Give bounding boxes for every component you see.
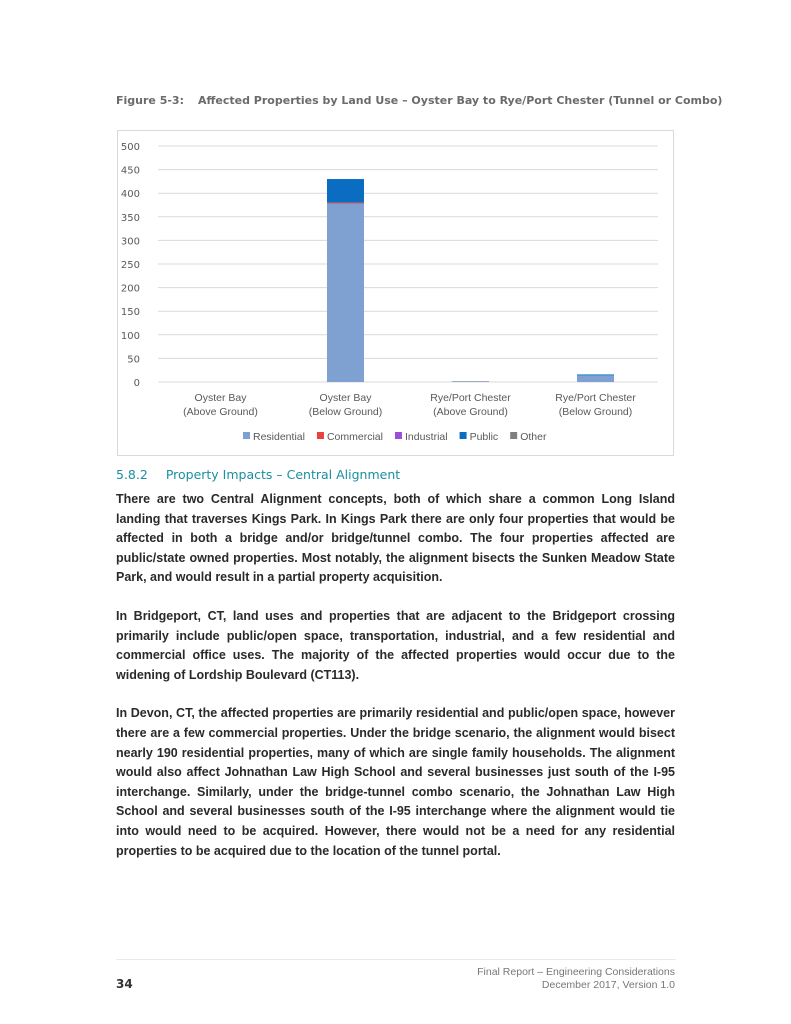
bar-segment-residential [327,204,364,382]
bar-segment-public [577,374,614,375]
x-tick-label: Rye/Port Chester [555,392,636,404]
legend-swatch-commercial [317,432,324,439]
legend-label: Residential [253,431,305,443]
bar-segment-public [327,179,364,203]
bar-segment-residential [577,375,614,382]
legend-label: Other [520,431,547,443]
x-tick-label: (Below Ground) [308,406,383,418]
x-tick-label: (Above Ground) [183,406,258,418]
bar-segment-commercial [327,203,364,204]
y-tick-label: 200 [120,283,140,295]
date-version: December 2017, Version 1.0 [541,979,675,991]
legend-swatch-residential [243,432,250,439]
section-number: 5.8.2 [116,467,148,482]
legend-label: Public [469,431,499,443]
footer-text [477,966,675,992]
legend-swatch-industrial [395,432,402,439]
report-title: Final Report – Engineering Considerations [477,966,675,978]
x-tick-label: (Below Ground) [558,406,633,418]
paragraph: In Bridgeport, CT, land uses and properties that are adjacent to the Bridgeport crossing primarily include public/open space, transportation, industrial, and a few residential and commercial office uses. The majority of the affected properties would occur due to the widening of Lordship Boulevard (CT113). [116,608,675,682]
y-tick-label: 500 [120,142,140,153]
figure-title: Affected Properties by Land Use – Oyster Bay to Rye/Port Chester (Tunnel or Combo) [197,94,723,107]
page-number: 34 [116,977,133,991]
legend-label: Industrial [404,431,448,443]
section-heading [116,466,675,484]
x-tick-label: Oyster Bay [194,392,247,404]
figure-number: Figure 5-3: [116,94,184,107]
paragraph: There are two Central Alignment concepts, both of which share a common Long Island landing that traverses Kings Park. In Kings Park there are only four properties that would be affected in both a bridge and/or bridge/tunnel combo. The four properties affected are public/state owned properties. Most notably, the alignment bisects the Sunken Meadow State Park, and would result in a partial property acquisition. [116,492,675,585]
y-tick-label: 150 [120,307,140,319]
legend-label: Commercial [326,431,383,443]
x-tick-label: Rye/Port Chester [430,392,511,404]
stacked-bar-chart [117,130,674,456]
footer-divider [116,959,676,960]
chart-svg [118,131,675,457]
section-title: Property Impacts – Central Alignment [165,467,401,482]
x-tick-label: Oyster Bay [319,392,372,404]
y-tick-label: 250 [120,260,140,271]
x-tick-label: (Above Ground) [433,406,508,418]
y-tick-label: 450 [120,165,140,177]
y-tick-label: 300 [120,236,140,248]
paragraph: In Devon, CT, the affected properties are primarily residential and public/open space, however there are a few commercial properties. Under the bridge scenario, the alignment would bisect nearly 190 residential properties, many of which are single family households. The alignment would also affect Johnathan Law High School and several businesses just south of the I-95 interchange. Similarly, under the bridge-tunnel combo scenario, the Johnathan Law High School and several businesses south of the I-95 interchange where the alignment would tie into would need to be acquired. However, there would not be a need for any residential properties to be acquired due to the location of the tunnel portal. [116,706,675,858]
legend-swatch-other [510,432,517,439]
y-tick-label: 400 [120,189,140,201]
section-body [116,466,675,880]
legend-swatch-public [460,432,467,439]
figure-caption [116,94,722,107]
y-tick-label: 100 [120,330,140,342]
y-tick-label: 0 [133,378,140,389]
y-tick-label: 350 [120,212,140,224]
y-tick-label: 50 [127,354,140,366]
